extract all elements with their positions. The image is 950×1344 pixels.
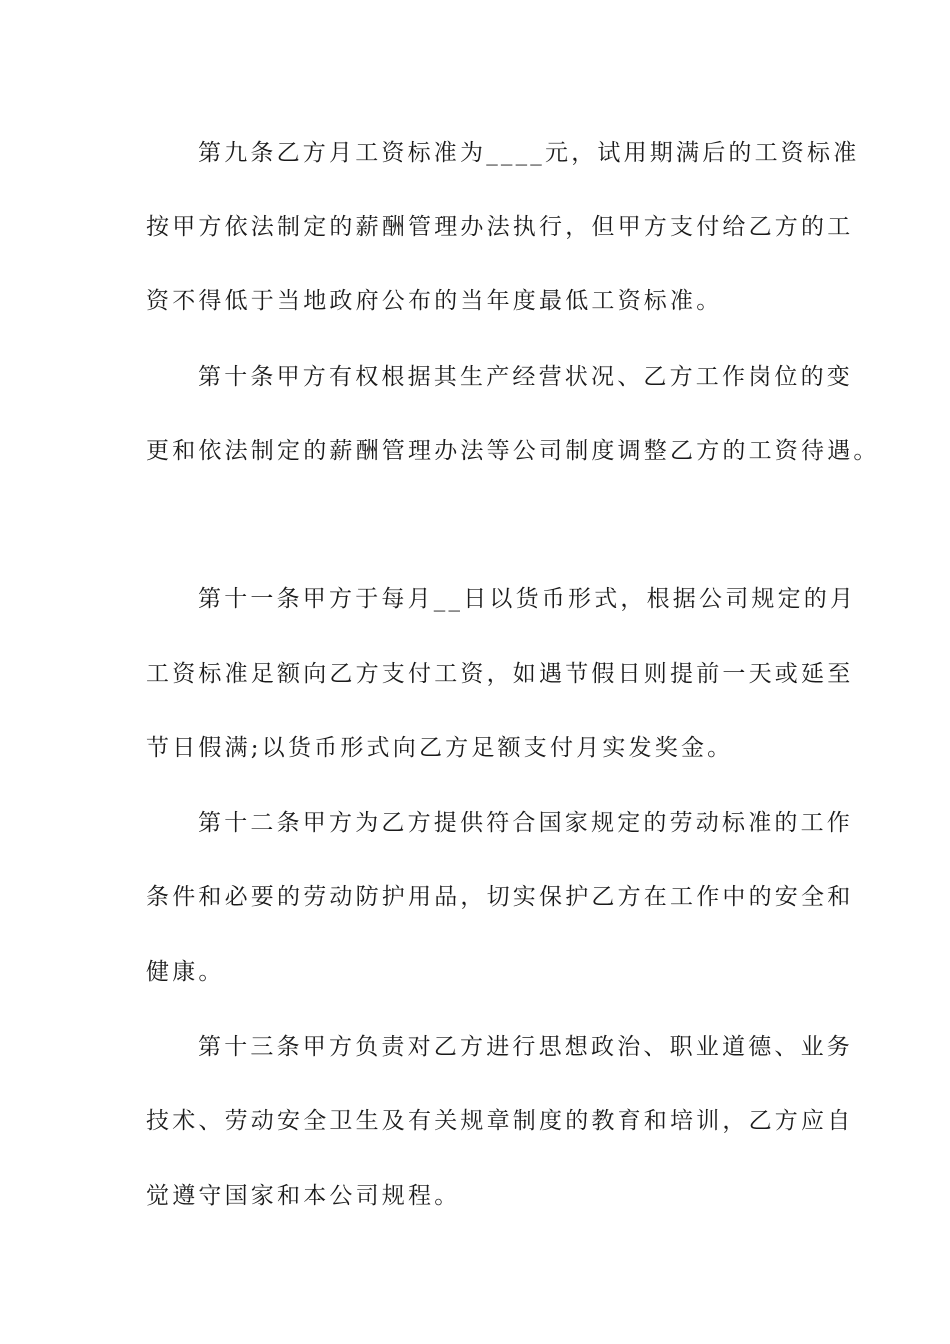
paragraph-line: 第十二条甲方为乙方提供符合国家规定的劳动标准的工作: [198, 810, 853, 836]
paragraph-line: 资不得低于当地政府公布的当年度最低工资标准。: [146, 288, 723, 314]
paragraph-line: 第九条乙方月工资标准为____元，试用期满后的工资标准: [198, 140, 860, 166]
paragraph-line: 第十条甲方有权根据其生产经营状况、乙方工作岗位的变: [198, 364, 853, 390]
paragraph-line: 第十三条甲方负责对乙方进行思想政治、职业道德、业务: [198, 1034, 853, 1060]
paragraph-line: 更和依法制定的薪酬管理办法等公司制度调整乙方的工资待遇。: [146, 438, 880, 464]
paragraph-line: 技术、劳动安全卫生及有关规章制度的教育和培训，乙方应自: [146, 1108, 854, 1134]
paragraph-line: 条件和必要的劳动防护用品，切实保护乙方在工作中的安全和: [146, 884, 854, 910]
paragraph-line: 健康。: [146, 959, 225, 985]
paragraph-line: 第十一条甲方于每月__日以货币形式，根据公司规定的月: [198, 586, 857, 612]
paragraph-line: 工资标准足额向乙方支付工资，如遇节假日则提前一天或延至: [146, 661, 854, 687]
paragraph-line: 按甲方依法制定的薪酬管理办法执行，但甲方支付给乙方的工: [146, 214, 854, 240]
paragraph-line: 节日假满;以货币形式向乙方足额支付月实发奖金。: [146, 735, 734, 761]
paragraph-line: 觉遵守国家和本公司规程。: [146, 1183, 461, 1209]
